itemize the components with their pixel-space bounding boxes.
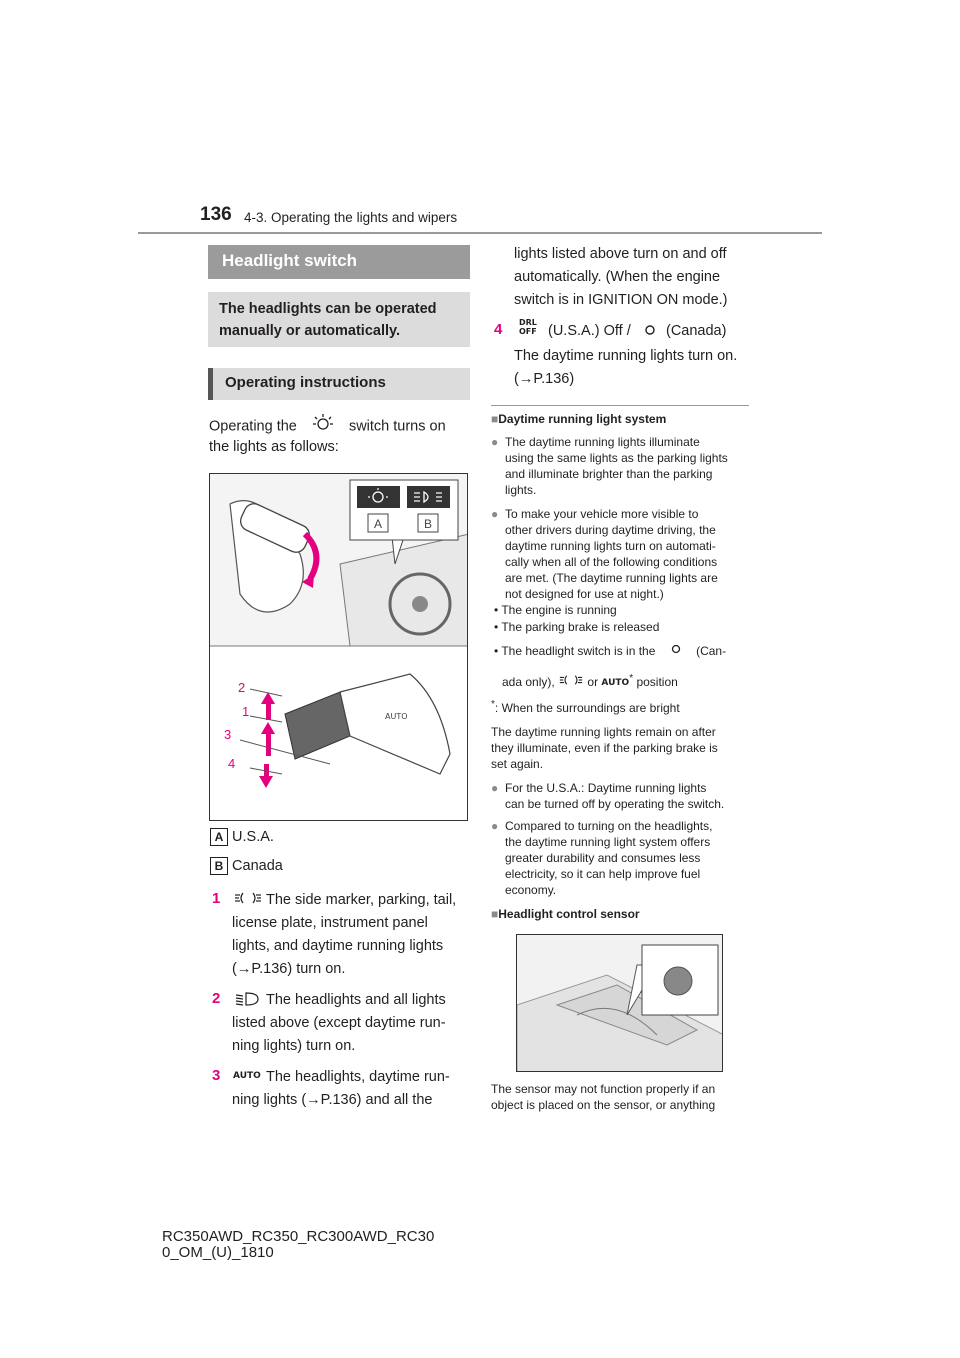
legend-a — [210, 826, 274, 848]
sensor-heading-text: Headlight control sensor — [498, 907, 640, 921]
headlight-low-beam-icon — [234, 991, 262, 1012]
footer-line: RC350AWD_RC350_RC300AWD_RC30 — [162, 1228, 435, 1245]
remain-line: The daytime running lights remain on after — [491, 725, 716, 739]
heading-bar — [208, 245, 470, 279]
intro-bar — [208, 292, 470, 347]
small-light-icon — [643, 323, 657, 342]
drl-b1-line: and illuminate brighter than the parking — [505, 467, 713, 481]
item-4-number: 4 — [494, 321, 503, 338]
figure-label-b: B — [423, 517, 433, 531]
remain-line: they illuminate, even if the parking brake is — [491, 741, 718, 755]
item-4-line-1b: (Canada) — [666, 323, 727, 339]
legend-b — [210, 855, 283, 877]
drl-b1-line: The daytime running lights illuminate — [505, 435, 700, 449]
cond3-text: ada only), — [502, 675, 555, 689]
op-text: switch turns on — [348, 418, 446, 435]
cont-line: lights listed above turn on and off — [514, 246, 727, 262]
condition-3-cont — [502, 671, 678, 691]
drl-b4-line: electricity, so it can help improve fuel — [505, 867, 701, 881]
drl-b2-line: other drivers during daytime driving, the — [505, 523, 716, 537]
drl-bullet-3 — [491, 780, 753, 812]
item-1-line: license plate, instrument panel — [232, 915, 428, 931]
item-3-number: 3 — [212, 1067, 221, 1084]
drl-b2-line: not designed for use at night.) — [505, 587, 664, 601]
remain-text — [491, 724, 718, 772]
item-2-line: listed above (except daytime run- — [232, 1015, 446, 1031]
auto-icon: AUTO — [233, 1071, 261, 1081]
condition-1: • The engine is running — [494, 603, 617, 617]
figure-pos-4: 4 — [228, 756, 236, 771]
op-text: Operating the — [209, 418, 297, 435]
parking-lights-icon — [558, 675, 584, 689]
item-2-line: The headlights and all lights — [266, 992, 446, 1008]
drl-b2-line: daytime running lights turn on automati- — [505, 539, 716, 553]
sensor-heading — [491, 907, 640, 921]
intro-line: manually or automatically. — [219, 323, 401, 339]
heading-headlight-switch: Headlight switch — [222, 251, 358, 270]
round-bullet-icon: ● — [491, 781, 499, 795]
sensor-line: object is placed on the sensor, or anything — [491, 1098, 716, 1112]
cond3-text: or — [587, 675, 599, 689]
round-bullet-icon: ● — [491, 819, 499, 833]
drl-b4-line: Compared to turning on the headlights, — [505, 819, 713, 833]
sensor-line: The sensor may not function properly if an — [491, 1082, 716, 1096]
drl-heading-text: Daytime running light system — [498, 412, 667, 426]
drl-bullet-4 — [491, 818, 753, 898]
footer-doc-code — [162, 1229, 434, 1261]
footer-line: 0_OM_(U)_1810 — [162, 1244, 274, 1261]
item-1-line: The side marker, parking, tail, — [266, 892, 457, 908]
cont-line: automatically. (When the engine — [514, 269, 721, 285]
item-2-number: 2 — [212, 990, 221, 1007]
drl-b3-line: can be turned off by operating the switch. — [505, 797, 725, 811]
section-title: 4-3. Operating the lights and wipers — [244, 210, 458, 225]
drl-off-icon-bottom: OFF — [519, 327, 537, 336]
sensor-text — [491, 1081, 715, 1113]
footnote-text: : When the surroundings are bright — [494, 701, 680, 715]
drl-bullet-2 — [491, 506, 753, 602]
figure-pos-3: 3 — [224, 727, 232, 742]
drl-b2-line: cally when all of the following conditions — [505, 555, 718, 569]
footnote-marker: * — [629, 673, 634, 684]
footnote-star: * — [491, 699, 495, 710]
item-1-number: 1 — [212, 890, 221, 907]
item-4-line: The daytime running lights turn on. — [514, 348, 738, 364]
parking-lights-icon — [234, 890, 262, 911]
cond3-text: • The headlight switch is in the — [494, 644, 656, 658]
drl-heading — [491, 412, 666, 426]
sensor-figure — [516, 934, 723, 1072]
drl-b3-line: For the U.S.A.: Daytime running lights — [505, 781, 707, 795]
condition-3 — [494, 643, 726, 659]
drl-b2-line: are met. (The daytime running lights are — [505, 571, 718, 585]
item-4-line-1a: (U.S.A.) Off / — [548, 323, 631, 339]
figure-pos-2: 2 — [238, 680, 246, 695]
drl-b4-line: economy. — [505, 883, 557, 897]
cond3-text: position — [636, 675, 678, 689]
square-bullet-icon: ■ — [491, 907, 499, 921]
drl-b4-line: greater durability and consumes less — [505, 851, 701, 865]
page-number: 136 — [200, 204, 232, 225]
condition-2: • The parking brake is released — [494, 620, 660, 634]
legend-b-badge: B — [210, 857, 228, 875]
item-3-line: The headlights, daytime run- — [266, 1069, 450, 1085]
legend-b-text: Canada — [232, 858, 283, 874]
drl-off-icon — [519, 318, 537, 336]
item-1-line: (→P.136) turn on. — [232, 961, 346, 977]
round-bullet-icon: ● — [491, 435, 499, 449]
intro-line: The headlights can be operated — [219, 301, 437, 317]
figure-pos-1: 1 — [242, 704, 250, 719]
footnote — [491, 697, 680, 716]
drl-b1-line: lights. — [505, 483, 537, 497]
item-1-line: lights, and daytime running lights — [232, 938, 444, 954]
drl-b1-line: using the same lights as the parking lights — [505, 451, 728, 465]
intro-text — [219, 298, 437, 342]
item-4-line: (→P.136) — [514, 371, 575, 387]
cond3-text: (Can- — [696, 644, 727, 658]
subheading-bar — [208, 368, 470, 400]
drl-off-icon-top: DRL — [519, 318, 537, 327]
section-rule — [491, 405, 749, 406]
legend-a-badge: A — [210, 828, 228, 846]
remain-line: set again. — [491, 757, 544, 771]
small-light-icon — [659, 643, 693, 659]
figure-label-a: A — [373, 517, 383, 531]
figure-auto-mark: AUTO — [385, 712, 408, 721]
item-3-line: ning lights (→P.136) and all the — [232, 1092, 433, 1108]
subheading-operating-instructions: Operating instructions — [225, 374, 386, 391]
op-line-2: the lights as follows: — [209, 439, 339, 455]
round-bullet-icon: ● — [491, 507, 499, 521]
drl-b4-line: the daytime running light system offers — [505, 835, 711, 849]
header-rule — [138, 232, 822, 234]
item-2-line: ning lights) turn on. — [232, 1038, 356, 1054]
drl-bullet-1 — [491, 434, 753, 498]
auto-icon: AUTO — [601, 677, 630, 688]
legend-a-text: U.S.A. — [232, 829, 274, 845]
drl-b2-line: To make your vehicle more visible to — [505, 507, 699, 521]
cont-line: switch is in IGNITION ON mode.) — [514, 292, 728, 308]
square-bullet-icon: ■ — [491, 412, 499, 426]
headlight-switch-figure — [209, 473, 468, 821]
